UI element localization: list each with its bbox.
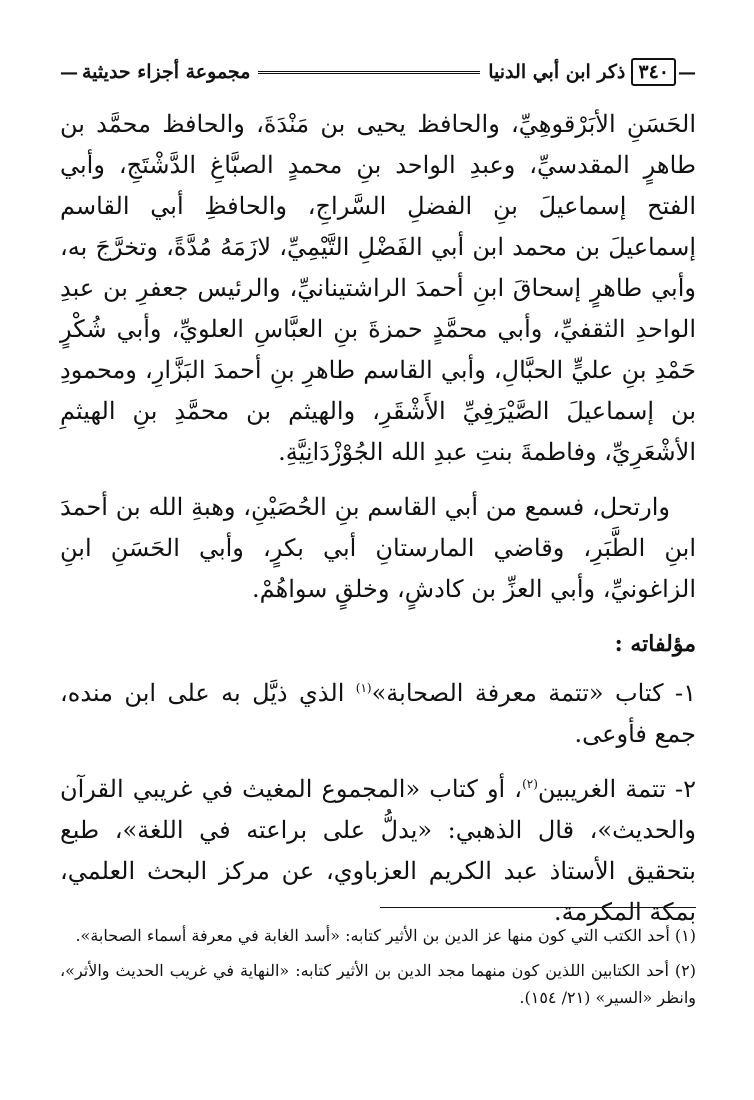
work-item-1 — [60, 673, 696, 755]
header-left-dash: — — [678, 61, 696, 83]
footnote-1: (١) أحد الكتب التي كون منها عز الدين بن الأثير كتابه: «أسد الغابة في معرفة أسماء الصحابة». — [75, 926, 696, 945]
page-number: ٣٤٠ — [631, 58, 676, 86]
work-item-2-text: ٢- تتمة الغريبين — [537, 775, 697, 803]
footnote-2: (٢) أحد الكتابين اللذين كون منهما مجد الدين بن الأثير كتابه: «النهاية في غريب الحديث والأثر»، وانظر «السير» (٢١/ ١٥٤). — [60, 961, 696, 1007]
work-item-2 — [60, 769, 696, 933]
paragraph-travels: وارتحل، فسمع من أبي القاسم بنِ الحُصَيْنِ، وهبةِ الله بن أحمدَ ابنِ الطَّبَرِ، وقاضي المارستانِ أبي بكرٍ، وأبي الحَسَنِ ابنِ الزاغونيِّ، وأبي العزِّ بن كادشٍ، وخلقٍ سواهُمْ. — [60, 493, 696, 603]
running-header — [60, 54, 696, 90]
works-heading: مؤلفاته : — [614, 631, 696, 657]
paragraph-teachers: الحَسَنِ الأبَرْقوهِيِّ، والحافظ يحيى بن مَنْدَةَ، والحافظ محمَّد بن طاهرٍ المقدسيِّ، وعبدِ الواحد بنِ محمدٍ الصبَّاغِ الدَّشْتَجِ، وأبي الفتح إسماعيلَ بنِ الفضلِ السَّراجِ، والحافظِ أبي القاسم إسماعيلَ بن محمد ابن أبي الفَضْلِ التَّيْمِيِّ، لازَمَهُ مُدَّةً، وتخرَّجَ به، وأبي طاهرٍ إسحاقَ ابنِ أحمدَ الراشتينانيِّ، والرئيس جعفرِ بن عبدِ الواحدِ الثقفيِّ، وأبي محمَّدٍ حمزةَ بنِ العبَّاسِ العلويِّ، وأبي شُكْرٍ حَمْدِ بنِ عليٍّ الحبَّالِ، وأبي القاسم طاهرِ بنِ أحمدَ البَزَّارِ، ومحمودِ بن إسماعيلَ الصَّيْرَفِيِّ الأَشْقَرِ، والهيثم بن محمَّدِ بنِ الهيثمِ الأشْعَرِيِّ، وفاطمةَ بنتِ عبدِ الله الجُوْزْدَانِيَّةِ. — [60, 110, 696, 466]
work-item-2-rest: ، أو كتاب «المجموع المغيث في غريبي القرآن والحديث»، قال الذهبي: «يدلُّ على براعته في اللغة»، طبع بتحقيق الأستاذ عبد الكريم العزباوي، عن مركز البحث العلمي، بمكة المكرمة. — [60, 775, 696, 926]
footnote-ref-2: (٢) — [522, 777, 538, 791]
footnotes — [60, 922, 696, 1019]
footnote-separator — [380, 907, 696, 908]
main-text — [60, 104, 696, 947]
footnote-ref-1: (١) — [355, 681, 372, 695]
work-item-1-rest: الذي ذيَّل به على ابن منده، جمع فأوعى. — [60, 679, 696, 748]
work-item-1-text: ١- كتاب «تتمة معرفة الصحابة» — [371, 679, 696, 707]
header-title: ذكر ابن أبي الدنيا — [488, 61, 626, 83]
header-rule — [258, 71, 480, 74]
header-series-title: مجموعة أجزاء حديثية — [82, 61, 251, 83]
header-right-dash: — — [60, 61, 78, 83]
